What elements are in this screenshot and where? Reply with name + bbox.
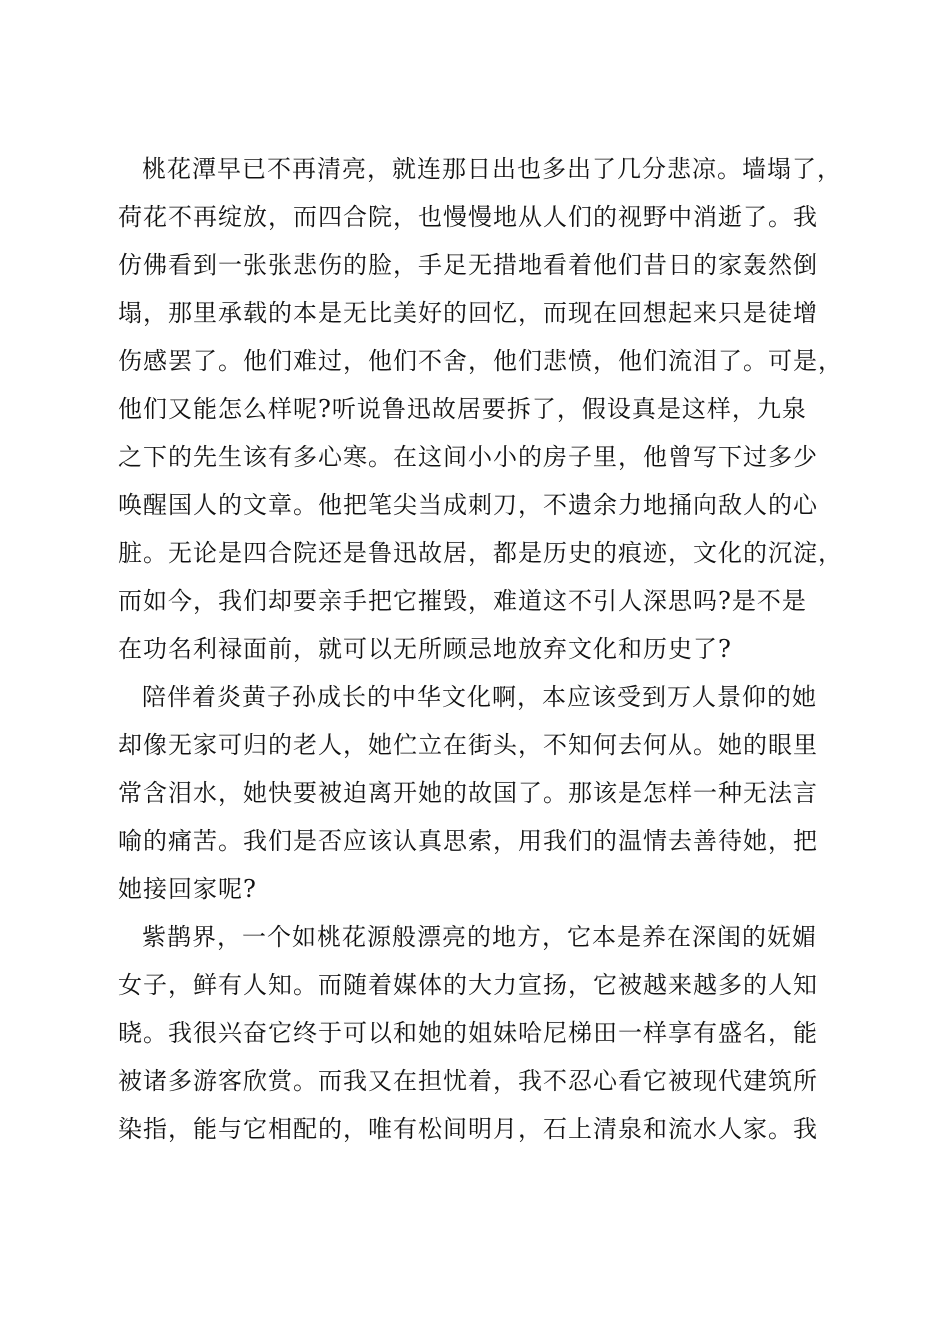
text-line: 桃花潭早已不再清亮，就连那日出也多出了几分悲凉。墙塌了， bbox=[142, 155, 842, 183]
text-line: 荷花不再绽放，而四合院，也慢慢地从人们的视野中消逝了。我 bbox=[118, 203, 818, 231]
text-line: 常含泪水，她快要被迫离开她的故国了。那该是怎样一种无法言 bbox=[118, 779, 818, 807]
text-line: 之下的先生该有多心寒。在这间小小的房子里，他曾写下过多少 bbox=[118, 443, 818, 471]
text-line: 在功名利禄面前，就可以无所顾忌地放弃文化和历史了? bbox=[118, 635, 732, 663]
text-line: 陪伴着炎黄子孙成长的中华文化啊，本应该受到万人景仰的她 bbox=[142, 683, 817, 711]
text-line: 他们又能怎么样呢?听说鲁迅故居要拆了，假设真是这样，九泉 bbox=[118, 395, 807, 423]
text-line: 晓。我很兴奋它终于可以和她的姐妹哈尼梯田一样享有盛名，能 bbox=[118, 1019, 818, 1047]
paragraph-3 bbox=[118, 913, 858, 1153]
text-line: 伤感罢了。他们难过，他们不舍，他们悲愤，他们流泪了。可是， bbox=[118, 347, 843, 375]
text-line: 染指，能与它相配的，唯有松间明月，石上清泉和流水人家。我 bbox=[118, 1115, 818, 1143]
text-line: 唤醒国人的文章。他把笔尖当成刺刀，不遗余力地捅向敌人的心 bbox=[118, 491, 818, 519]
text-line: 塌，那里承载的本是无比美好的回忆，而现在回想起来只是徒增 bbox=[118, 299, 818, 327]
text-line: 她接回家呢? bbox=[118, 875, 257, 903]
text-line: 女子，鲜有人知。而随着媒体的大力宣扬，它被越来越多的人知 bbox=[118, 971, 818, 999]
document-body bbox=[118, 145, 858, 1153]
text-line: 脏。无论是四合院还是鲁迅故居，都是历史的痕迹，文化的沉淀， bbox=[118, 539, 843, 567]
text-line: 被诸多游客欣赏。而我又在担忧着，我不忍心看它被现代建筑所 bbox=[118, 1067, 818, 1095]
text-line: 而如今，我们却要亲手把它摧毁，难道这不引人深思吗?是不是 bbox=[118, 587, 807, 615]
paragraph-2 bbox=[118, 673, 858, 913]
text-line: 却像无家可归的老人，她伫立在街头，不知何去何从。她的眼里 bbox=[118, 731, 818, 759]
paragraph-1 bbox=[118, 145, 858, 673]
text-line: 紫鹊界，一个如桃花源般漂亮的地方，它本是养在深闺的妩媚 bbox=[142, 923, 817, 951]
text-line: 仿佛看到一张张悲伤的脸，手足无措地看着他们昔日的家轰然倒 bbox=[118, 251, 818, 279]
text-line: 喻的痛苦。我们是否应该认真思索，用我们的温情去善待她，把 bbox=[118, 827, 818, 855]
